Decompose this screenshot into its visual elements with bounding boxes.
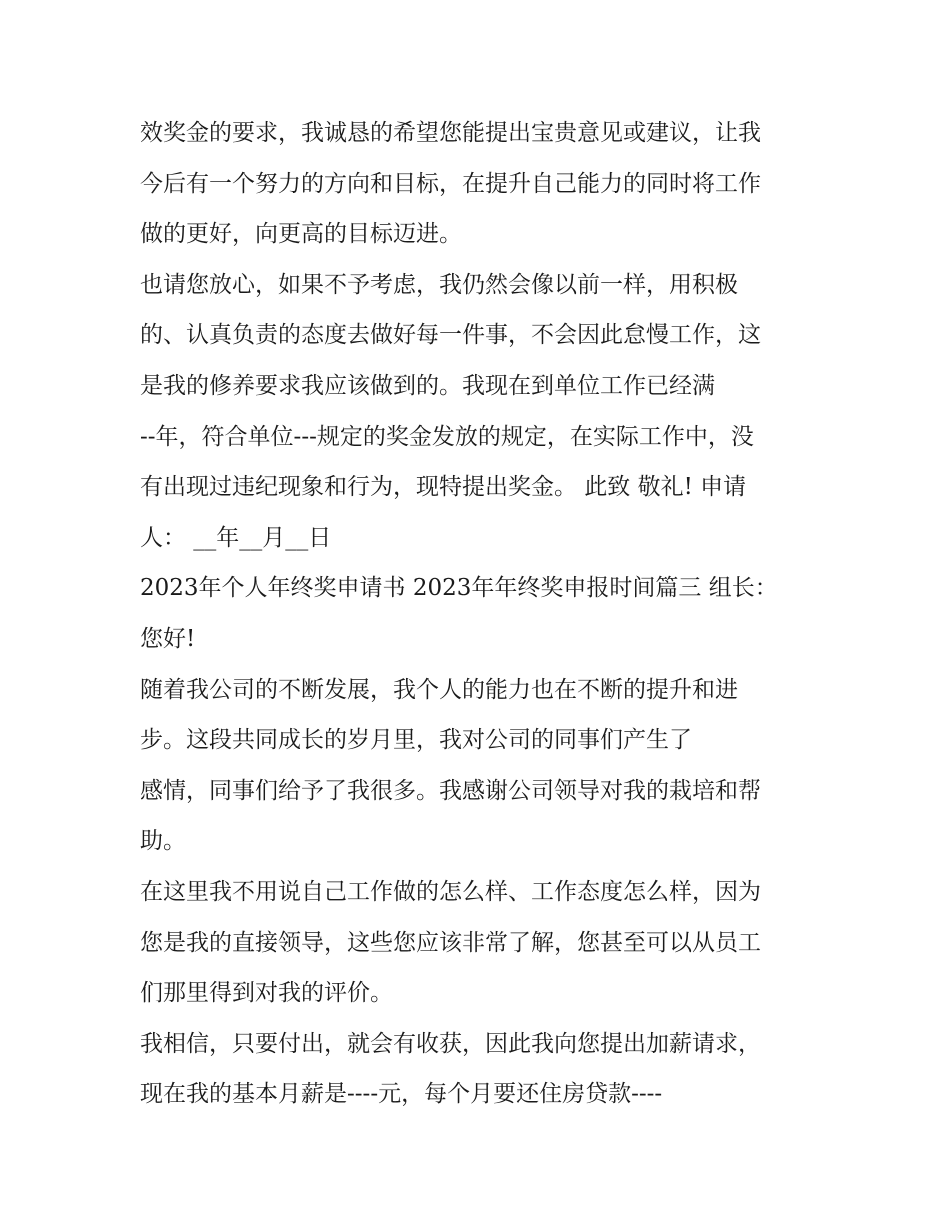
text-line: 是我的修养要求我应该做到的。我现在到单位工作已经满 [140, 372, 715, 399]
text-line: 我相信，只要付出，就会有收获，因此我向您提出加薪请求， [140, 1030, 761, 1057]
salutation-line: 您好! [140, 625, 196, 652]
text-line: 在这里我不用说自己工作做的怎么样、工作态度怎么样，因为 [140, 878, 761, 905]
text-line: 您是我的直接领导，这些您应该非常了解，您甚至可以从员工 [140, 929, 761, 956]
document-body [140, 108, 820, 1120]
text-line: 效奖金的要求，我诚恳的希望您能提出宝贵意见或建议，让我 [140, 120, 761, 146]
heading-line: 2023年个人年终奖申请书 2023年年终奖申报时间篇三 组长： [140, 575, 778, 602]
text-line: 感情，同事们给予了我很多。我感谢公司领导对我的栽培和帮 [140, 777, 761, 804]
text-line: 随着我公司的不断发展，我个人的能力也在不断的提升和进 [140, 676, 738, 703]
text-line: 今后有一个努力的方向和目标，在提升自己能力的同时将工作 [140, 170, 761, 197]
text-line: 步。这段共同成长的岁月里，我对公司的同事们产生了 [140, 727, 692, 754]
text-line: 人： __年__月__日 [140, 524, 332, 551]
text-line: 现在我的基本月薪是----元，每个月要还住房贷款---- [140, 1081, 663, 1108]
text-line: 助。 [140, 828, 186, 855]
text-line: 做的更好，向更高的目标迈进。 [140, 221, 462, 248]
text-line: 有出现过违纪现象和行为，现特提出奖金。 此致 敬礼! 申请 [140, 474, 747, 501]
text-line: --年，符合单位---规定的奖金发放的规定，在实际工作中，没 [140, 423, 754, 450]
text-line: 也请您放心，如果不予考虑，我仍然会像以前一样，用积极 [140, 271, 738, 298]
text-line: 们那里得到对我的评价。 [140, 980, 393, 1007]
text-line: 的、认真负责的态度去做好每一件事，不会因此怠慢工作，这 [140, 322, 761, 349]
